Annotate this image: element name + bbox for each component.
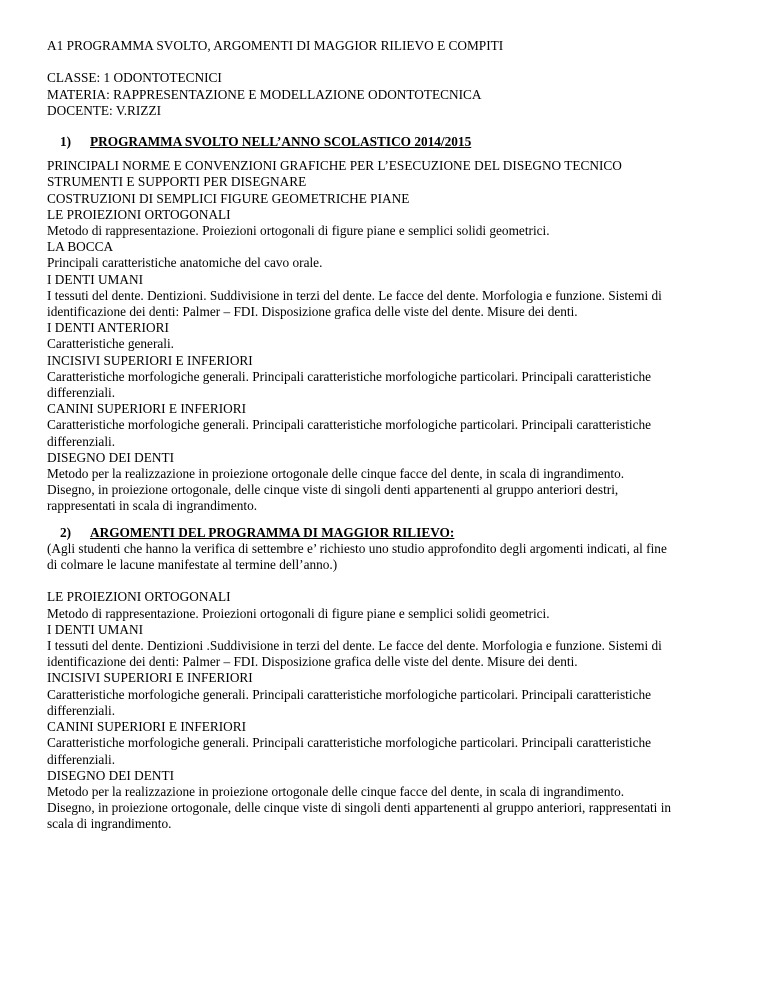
section2-heading [60,524,727,541]
text-line: Metodo di rappresentazione. Proiezioni ortogonali di figure piane e semplici solidi geometrici. [47,223,550,239]
section1-title: PROGRAMMA SVOLTO NELL’ANNO SCOLASTICO 2014/2015 [90,134,472,149]
text-line: Caratteristiche morfologiche generali. Principali caratteristiche morfologiche particolari. Principali caratteristiche [47,735,652,751]
section2-note [47,541,727,573]
text-line: I DENTI UMANI [47,271,144,287]
section1-body [47,158,727,514]
section2-title: ARGOMENTI DEL PROGRAMMA DI MAGGIOR RILIEVO: [90,524,455,540]
document-page [47,38,727,833]
text-line: INCISIVI SUPERIORI E INFERIORI [47,352,253,368]
text-line: (Agli studenti che hanno la verifica di settembre e’ richiesto uno studio approfondito degli argomenti indicati, al fine [47,540,667,556]
text-line: I tessuti del dente. Dentizioni. Suddivisione in terzi del dente. Le facce del dente. Morfologia e funzione. Sistemi di [47,287,662,303]
text-line: identificazione dei denti: Palmer – FDI. Disposizione grafica delle viste del dente. Misure dei denti. [47,304,578,320]
text-line: Metodo di rappresentazione. Proiezioni ortogonali di figure piane e semplici solidi geometrici. [47,605,550,621]
text-line: differenziali. [47,385,116,401]
text-line: differenziali. [47,433,116,449]
text-line: LE PROIEZIONI ORTOGONALI [47,589,231,605]
text-line: Disegno, in proiezione ortogonale, delle cinque viste di singoli denti appartenenti al gruppo anteriori, rappresentati in [47,800,672,816]
text-line: CANINI SUPERIORI E INFERIORI [47,719,247,735]
spacer [47,573,727,589]
class-line: CLASSE: 1 ODONTOTECNICI [47,70,222,86]
text-line: INCISIVI SUPERIORI E INFERIORI [47,670,253,686]
section2-heading-block [47,525,727,541]
text-line: LE PROIEZIONI ORTOGONALI [47,206,231,222]
text-line: Disegno, in proiezione ortogonale, delle cinque viste di singoli denti appartenenti al gruppo anteriori destri, [47,482,619,498]
text-line: COSTRUZIONI DI SEMPLICI FIGURE GEOMETRICHE PIANE [47,190,410,206]
text-line: Caratteristiche morfologiche generali. Principali caratteristiche morfologiche particolari. Principali caratteristiche [47,368,652,384]
text-line: DISEGNO DEI DENTI [47,449,175,465]
subject-line: MATERIA: RAPPRESENTAZIONE E MODELLAZIONE ODONTOTECNICA [47,86,482,102]
text-line: I tessuti del dente. Dentizioni .Suddivisione in terzi del dente. Le facce del dente. Morfologia e funzione. Sistemi di [47,638,662,654]
text-line: STRUMENTI E SUPPORTI PER DISEGNARE [47,174,307,190]
section1-heading [60,134,727,150]
text-line: DISEGNO DEI DENTI [47,767,175,783]
text-line: identificazione dei denti: Palmer – FDI. Disposizione grafica delle viste del dente. Misure dei denti. [47,654,578,670]
text-line: rappresentati in scala di ingrandimento. [47,498,258,514]
document-title: A1 PROGRAMMA SVOLTO, ARGOMENTI DI MAGGIOR RILIEVO E COMPITI [47,38,504,53]
text-line: Metodo per la realizzazione in proiezione ortogonale delle cinque facce del dente, in scala di ingrandimento. [47,783,625,799]
text-line: Caratteristiche morfologiche generali. Principali caratteristiche morfologiche particolari. Principali caratteristiche [47,417,652,433]
text-line: I DENTI ANTERIORI [47,320,169,336]
text-line: CANINI SUPERIORI E INFERIORI [47,401,247,417]
text-line: Principali caratteristiche anatomiche del cavo orale. [47,255,323,271]
text-line: PRINCIPALI NORME E CONVENZIONI GRAFICHE PER L’ESECUZIONE DEL DISEGNO TECNICO [47,158,622,174]
text-line: Caratteristiche generali. [47,336,174,352]
text-line: Caratteristiche morfologiche generali. Principali caratteristiche morfologiche particolari. Principali caratteristiche [47,686,652,702]
text-line: differenziali. [47,702,116,718]
text-line: LA BOCCA [47,239,114,255]
text-line: Metodo per la realizzazione in proiezione ortogonale delle cinque facce del dente, in scala di ingrandimento. [47,466,625,482]
text-line: I DENTI UMANI [47,621,144,637]
section1-heading-block [47,134,727,150]
section2-number: 2) [60,524,72,540]
text-line: differenziali. [47,751,116,767]
section2-body [47,589,727,832]
text-line: scala di ingrandimento. [47,816,172,832]
text-line: di colmare le lacune manifestate al termine dell’anno.) [47,557,338,573]
spacer [47,54,727,70]
teacher-line: DOCENTE: V.RIZZI [47,102,162,118]
section1-number: 1) [60,134,72,149]
